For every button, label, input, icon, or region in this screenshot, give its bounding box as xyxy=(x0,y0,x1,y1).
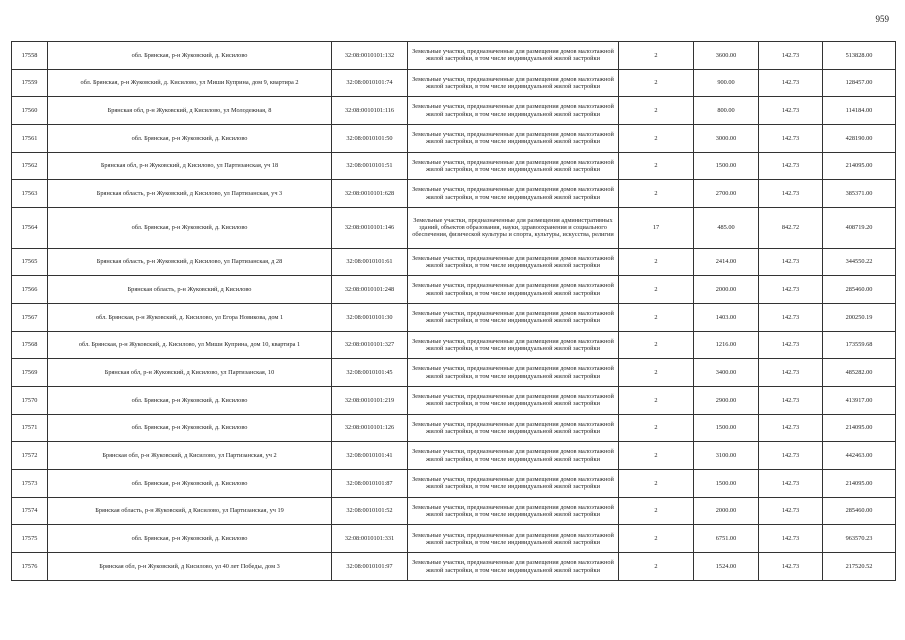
cadastral-value-table xyxy=(11,41,896,581)
cadastral-value-cell: 214095.00 xyxy=(823,414,896,442)
land-use-cell: Земельные участки, предназначенные для размещения домов малоэтажной жилой застройки, в том числе индивидуальной жилой застройки xyxy=(408,414,619,442)
row-number-cell: 17574 xyxy=(12,497,48,525)
address-cell: Брянская область, р-н Жуковский, д Кисилово xyxy=(48,276,332,304)
area-cell: 485.00 xyxy=(694,208,759,249)
address-cell: обл. Брянская, р-н Жуковский, д. Кисилово, ул Миши Куприна, дом 10, квартира 1 xyxy=(48,331,332,359)
address-cell: Брянская обл, р-н Жуковский, д Кисилово, ул Молодежная, 8 xyxy=(48,97,332,125)
address-cell: обл. Брянская, р-н Жуковский, д. Кисилово xyxy=(48,208,332,249)
cadastral-number-cell: 32:08:0010101:628 xyxy=(332,180,408,208)
area-cell: 1500.00 xyxy=(694,414,759,442)
cadastral-number-cell: 32:08:0010101:219 xyxy=(332,387,408,415)
area-cell: 1524.00 xyxy=(694,553,759,581)
specific-value-cell: 142.73 xyxy=(759,125,823,153)
row-number-cell: 17565 xyxy=(12,248,48,276)
area-cell: 1216.00 xyxy=(694,331,759,359)
land-use-cell: Земельные участки, предназначенные для размещения домов малоэтажной жилой застройки, в том числе индивидуальной жилой застройки xyxy=(408,497,619,525)
specific-value-cell: 142.73 xyxy=(759,553,823,581)
table-row xyxy=(12,387,896,415)
cadastral-value-cell: 385371.00 xyxy=(823,180,896,208)
area-cell: 3600.00 xyxy=(694,42,759,70)
row-number-cell: 17563 xyxy=(12,180,48,208)
cadastral-number-cell: 32:08:0010101:132 xyxy=(332,42,408,70)
cadastral-value-cell: 217520.52 xyxy=(823,553,896,581)
group-cell: 2 xyxy=(619,331,694,359)
land-use-cell: Земельные участки, предназначенные для размещения домов малоэтажной жилой застройки, в том числе индивидуальной жилой застройки xyxy=(408,470,619,498)
cadastral-number-cell: 32:08:0010101:74 xyxy=(332,69,408,97)
specific-value-cell: 142.73 xyxy=(759,387,823,415)
cadastral-value-cell: 413917.00 xyxy=(823,387,896,415)
cadastral-value-cell: 442463.00 xyxy=(823,442,896,470)
cadastral-value-cell: 285460.00 xyxy=(823,276,896,304)
address-cell: обл. Брянская, р-н Жуковский, д. Кисилово xyxy=(48,414,332,442)
group-cell: 2 xyxy=(619,248,694,276)
group-cell: 2 xyxy=(619,525,694,553)
land-use-cell: Земельные участки, предназначенные для размещения домов малоэтажной жилой застройки, в том числе индивидуальной жилой застройки xyxy=(408,248,619,276)
cadastral-number-cell: 32:08:0010101:51 xyxy=(332,152,408,180)
area-cell: 6751.00 xyxy=(694,525,759,553)
area-cell: 2700.00 xyxy=(694,180,759,208)
specific-value-cell: 142.73 xyxy=(759,97,823,125)
address-cell: Брянская область, р-н Жуковский, д Кисилово, ул Партизанская, д 28 xyxy=(48,248,332,276)
cadastral-value-cell: 344550.22 xyxy=(823,248,896,276)
land-use-cell: Земельные участки, предназначенные для размещения домов малоэтажной жилой застройки, в том числе индивидуальной жилой застройки xyxy=(408,152,619,180)
land-use-cell: Земельные участки, предназначенные для размещения домов малоэтажной жилой застройки, в том числе индивидуальной жилой застройки xyxy=(408,525,619,553)
specific-value-cell: 842.72 xyxy=(759,208,823,249)
land-use-cell: Земельные участки, предназначенные для размещения административных зданий, объектов образования, науки, здравоохранения и социального обеспечения, физической культуры и спорта, культуры, искусства, религии xyxy=(408,208,619,249)
land-use-cell: Земельные участки, предназначенные для размещения домов малоэтажной жилой застройки, в том числе индивидуальной жилой застройки xyxy=(408,442,619,470)
specific-value-cell: 142.73 xyxy=(759,359,823,387)
address-cell: обл. Брянская, р-н Жуковский, д. Кисилово xyxy=(48,387,332,415)
area-cell: 800.00 xyxy=(694,97,759,125)
area-cell: 3000.00 xyxy=(694,125,759,153)
specific-value-cell: 142.73 xyxy=(759,497,823,525)
group-cell: 2 xyxy=(619,359,694,387)
address-cell: обл. Брянская, р-н Жуковский, д. Кисилово, ул Егора Новикова, дом 1 xyxy=(48,304,332,332)
address-cell: Брянская обл, р-н Жуковский, д Кисилово, ул 40 лет Победы, дом 3 xyxy=(48,553,332,581)
cadastral-value-cell: 285460.00 xyxy=(823,497,896,525)
cadastral-number-cell: 32:08:0010101:146 xyxy=(332,208,408,249)
group-cell: 2 xyxy=(619,97,694,125)
group-cell: 2 xyxy=(619,442,694,470)
table-row xyxy=(12,525,896,553)
cadastral-value-cell: 173559.68 xyxy=(823,331,896,359)
cadastral-number-cell: 32:08:0010101:248 xyxy=(332,276,408,304)
row-number-cell: 17566 xyxy=(12,276,48,304)
row-number-cell: 17571 xyxy=(12,414,48,442)
land-use-cell: Земельные участки, предназначенные для размещения домов малоэтажной жилой застройки, в том числе индивидуальной жилой застройки xyxy=(408,69,619,97)
cadastral-number-cell: 32:08:0010101:327 xyxy=(332,331,408,359)
group-cell: 2 xyxy=(619,387,694,415)
cadastral-number-cell: 32:08:0010101:97 xyxy=(332,553,408,581)
table-row xyxy=(12,208,896,249)
address-cell: Брянская обл, р-н Жуковский, д Кисилово, ул Партизанская, уч 2 xyxy=(48,442,332,470)
row-number-cell: 17573 xyxy=(12,470,48,498)
area-cell: 2414.00 xyxy=(694,248,759,276)
specific-value-cell: 142.73 xyxy=(759,276,823,304)
table-row xyxy=(12,553,896,581)
cadastral-number-cell: 32:08:0010101:50 xyxy=(332,125,408,153)
cadastral-number-cell: 32:08:0010101:45 xyxy=(332,359,408,387)
cadastral-value-cell: 513828.00 xyxy=(823,42,896,70)
row-number-cell: 17568 xyxy=(12,331,48,359)
table-row xyxy=(12,276,896,304)
row-number-cell: 17559 xyxy=(12,69,48,97)
group-cell: 2 xyxy=(619,152,694,180)
table-row xyxy=(12,125,896,153)
specific-value-cell: 142.73 xyxy=(759,414,823,442)
row-number-cell: 17570 xyxy=(12,387,48,415)
row-number-cell: 17564 xyxy=(12,208,48,249)
row-number-cell: 17560 xyxy=(12,97,48,125)
group-cell: 2 xyxy=(619,497,694,525)
specific-value-cell: 142.73 xyxy=(759,470,823,498)
table-row xyxy=(12,497,896,525)
area-cell: 2000.00 xyxy=(694,276,759,304)
cadastral-value-cell: 485282.00 xyxy=(823,359,896,387)
land-use-cell: Земельные участки, предназначенные для размещения домов малоэтажной жилой застройки, в том числе индивидуальной жилой застройки xyxy=(408,42,619,70)
group-cell: 2 xyxy=(619,470,694,498)
area-cell: 1500.00 xyxy=(694,470,759,498)
address-cell: обл. Брянская, р-н Жуковский, д. Кисилово xyxy=(48,470,332,498)
address-cell: Брянская область, р-н Жуковский, д Кисилово, ул Партизанская, уч 3 xyxy=(48,180,332,208)
cadastral-number-cell: 32:08:0010101:52 xyxy=(332,497,408,525)
cadastral-number-cell: 32:08:0010101:126 xyxy=(332,414,408,442)
table-row xyxy=(12,180,896,208)
group-cell: 2 xyxy=(619,414,694,442)
land-use-cell: Земельные участки, предназначенные для размещения домов малоэтажной жилой застройки, в том числе индивидуальной жилой застройки xyxy=(408,276,619,304)
row-number-cell: 17562 xyxy=(12,152,48,180)
group-cell: 2 xyxy=(619,180,694,208)
cadastral-number-cell: 32:08:0010101:116 xyxy=(332,97,408,125)
specific-value-cell: 142.73 xyxy=(759,152,823,180)
address-cell: Брянская область, р-н Жуковский, д Кисилово, ул Партизанская, уч 19 xyxy=(48,497,332,525)
group-cell: 2 xyxy=(619,42,694,70)
land-use-cell: Земельные участки, предназначенные для размещения домов малоэтажной жилой застройки, в том числе индивидуальной жилой застройки xyxy=(408,304,619,332)
row-number-cell: 17572 xyxy=(12,442,48,470)
cadastral-value-cell: 963570.23 xyxy=(823,525,896,553)
cadastral-number-cell: 32:08:0010101:61 xyxy=(332,248,408,276)
cadastral-number-cell: 32:08:0010101:87 xyxy=(332,470,408,498)
table-row xyxy=(12,442,896,470)
area-cell: 1403.00 xyxy=(694,304,759,332)
area-cell: 3400.00 xyxy=(694,359,759,387)
address-cell: Брянская обл, р-н Жуковский, д Кисилово, ул Партизанская, уч 18 xyxy=(48,152,332,180)
cadastral-value-cell: 214095.00 xyxy=(823,470,896,498)
group-cell: 2 xyxy=(619,276,694,304)
cadastral-number-cell: 32:08:0010101:331 xyxy=(332,525,408,553)
cadastral-value-cell: 200250.19 xyxy=(823,304,896,332)
group-cell: 2 xyxy=(619,125,694,153)
table-row xyxy=(12,304,896,332)
specific-value-cell: 142.73 xyxy=(759,331,823,359)
land-use-cell: Земельные участки, предназначенные для размещения домов малоэтажной жилой застройки, в том числе индивидуальной жилой застройки xyxy=(408,359,619,387)
address-cell: обл. Брянская, р-н Жуковский, д. Кисилово xyxy=(48,125,332,153)
table-row xyxy=(12,248,896,276)
page-number: 959 xyxy=(875,14,889,24)
land-use-cell: Земельные участки, предназначенные для размещения домов малоэтажной жилой застройки, в том числе индивидуальной жилой застройки xyxy=(408,125,619,153)
table-row xyxy=(12,42,896,70)
table-row xyxy=(12,359,896,387)
specific-value-cell: 142.73 xyxy=(759,248,823,276)
land-use-cell: Земельные участки, предназначенные для размещения домов малоэтажной жилой застройки, в том числе индивидуальной жилой застройки xyxy=(408,387,619,415)
area-cell: 2900.00 xyxy=(694,387,759,415)
table-row xyxy=(12,414,896,442)
cadastral-number-cell: 32:08:0010101:30 xyxy=(332,304,408,332)
table-row xyxy=(12,69,896,97)
area-cell: 1500.00 xyxy=(694,152,759,180)
cadastral-value-cell: 128457.00 xyxy=(823,69,896,97)
table-row xyxy=(12,152,896,180)
land-use-cell: Земельные участки, предназначенные для размещения домов малоэтажной жилой застройки, в том числе индивидуальной жилой застройки xyxy=(408,331,619,359)
address-cell: Брянская обл, р-н Жуковский, д Кисилово, ул Партизанская, 10 xyxy=(48,359,332,387)
group-cell: 2 xyxy=(619,304,694,332)
cadastral-value-cell: 214095.00 xyxy=(823,152,896,180)
land-use-cell: Земельные участки, предназначенные для размещения домов малоэтажной жилой застройки, в том числе индивидуальной жилой застройки xyxy=(408,180,619,208)
row-number-cell: 17567 xyxy=(12,304,48,332)
specific-value-cell: 142.73 xyxy=(759,304,823,332)
cadastral-value-cell: 114184.00 xyxy=(823,97,896,125)
address-cell: обл. Брянская, р-н Жуковский, д. Кисилово, ул Миши Куприна, дом 9, квартира 2 xyxy=(48,69,332,97)
group-cell: 2 xyxy=(619,553,694,581)
land-use-cell: Земельные участки, предназначенные для размещения домов малоэтажной жилой застройки, в том числе индивидуальной жилой застройки xyxy=(408,553,619,581)
area-cell: 3100.00 xyxy=(694,442,759,470)
address-cell: обл. Брянская, р-н Жуковский, д. Кисилово xyxy=(48,42,332,70)
specific-value-cell: 142.73 xyxy=(759,180,823,208)
row-number-cell: 17561 xyxy=(12,125,48,153)
group-cell: 17 xyxy=(619,208,694,249)
row-number-cell: 17575 xyxy=(12,525,48,553)
specific-value-cell: 142.73 xyxy=(759,525,823,553)
address-cell: обл. Брянская, р-н Жуковский, д. Кисилово xyxy=(48,525,332,553)
specific-value-cell: 142.73 xyxy=(759,69,823,97)
specific-value-cell: 142.73 xyxy=(759,42,823,70)
table-row xyxy=(12,97,896,125)
cadastral-value-cell: 428190.00 xyxy=(823,125,896,153)
area-cell: 2000.00 xyxy=(694,497,759,525)
cadastral-value-cell: 408719.20 xyxy=(823,208,896,249)
cadastral-number-cell: 32:08:0010101:41 xyxy=(332,442,408,470)
table-body xyxy=(12,42,896,581)
row-number-cell: 17558 xyxy=(12,42,48,70)
table-row xyxy=(12,470,896,498)
row-number-cell: 17576 xyxy=(12,553,48,581)
land-use-cell: Земельные участки, предназначенные для размещения домов малоэтажной жилой застройки, в том числе индивидуальной жилой застройки xyxy=(408,97,619,125)
area-cell: 900.00 xyxy=(694,69,759,97)
group-cell: 2 xyxy=(619,69,694,97)
row-number-cell: 17569 xyxy=(12,359,48,387)
specific-value-cell: 142.73 xyxy=(759,442,823,470)
table-row xyxy=(12,331,896,359)
